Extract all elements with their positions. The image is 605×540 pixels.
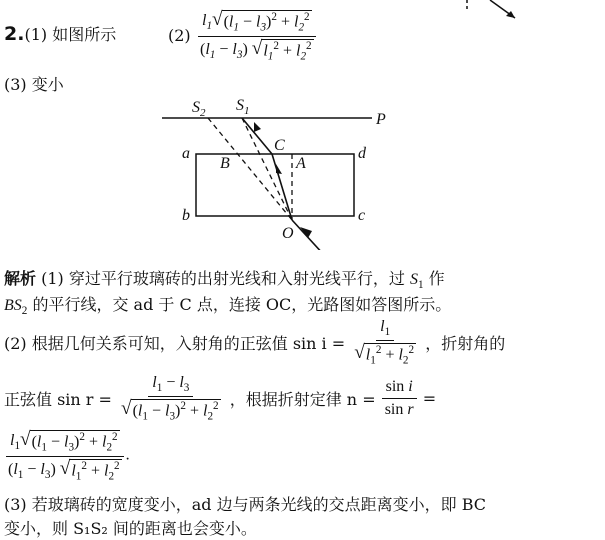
label-d: d (358, 145, 366, 162)
optics-diagram (150, 90, 410, 250)
analysis-text-2: 的平行线，交 ad 于 C 点，连接 OC，光路图如答图所示。 (32, 295, 452, 314)
emergent-ray (242, 118, 272, 154)
answer-line-1 (4, 22, 116, 45)
analysis-line-3 (4, 318, 505, 367)
arrow-emergent (254, 122, 261, 132)
label-p: P (376, 111, 386, 128)
analysis-line-7: 变小，则 S₁S₂ 间的距离也会变小。 (4, 519, 257, 538)
answer-part-2-label: (2) (168, 26, 191, 45)
analysis-line-4 (4, 374, 436, 423)
answer-part-3: (3) 变小 (4, 75, 64, 94)
label-c-corner: c (358, 207, 366, 224)
answer-part-1: (1) 如图所示 (24, 25, 117, 44)
label-c: C (274, 137, 285, 154)
label-a-point: A (296, 155, 306, 172)
analysis-text-3a: (2) 根据几何关系可知，入射角的正弦值 sin i = (4, 333, 346, 353)
arrow-refracted (276, 164, 282, 174)
analysis-text-4c: = (422, 388, 437, 408)
snell-fraction: $\frac{\text{sin i}}{\text{sin r}}$ (381, 378, 418, 419)
analysis-text-3b: ，折射角的 (425, 333, 506, 353)
answer-part-2-fraction: $l_1$ √ $(l_1 - l_3)^2 + l_2^2$ $(l_1 - l_3)$ √ $l_1^2 + l_2^2$ (196, 10, 318, 62)
label-s2: $S_2$ (192, 99, 206, 119)
label-a: a (182, 145, 190, 162)
analysis-text-1b: 作 (428, 269, 445, 288)
analysis-line-2: $BS_2$ 的平行线，交 ad 于 C 点，连接 OC，光路图如答图所示。 (4, 295, 452, 318)
analysis-text-4b: ，根据折射定律 n = (229, 389, 376, 409)
sin-i-fraction: $l_1$ √ $l_1^2 + l_2^2$ (354, 318, 415, 367)
analysis-text-4a: 正弦值 sin r = (4, 389, 112, 409)
question-number: 2. (4, 23, 25, 45)
label-b-point: B (220, 155, 230, 172)
analysis-text-1a: (1) 穿过平行玻璃砖的出射光线和入射光线平行，过 (41, 269, 405, 288)
label-o: O (282, 225, 294, 242)
analysis-line-6: (3) 若玻璃砖的宽度变小，ad 边与两条光线的交点距离变小，即 BC (4, 495, 487, 514)
label-s1: $S_1$ (236, 97, 250, 117)
refracted-ray (272, 154, 292, 220)
label-b: b (182, 207, 190, 224)
result-fraction: $l_1$ √ $(l_1 - l_3)^2 + l_2^2$ $(l_1 - l_3)$ √ $l_1^2 + l_2^2$ . (8, 429, 130, 483)
analysis-line-1: 解析 (1) 穿过平行玻璃砖的出射光线和入射光线平行，过 $S_1$ 作 (4, 269, 445, 292)
sin-r-fraction: $l_1 - l_3$ √ $(l_1 - l_3)^2 + l_2^2$ (121, 374, 219, 423)
analysis-heading: 解析 (4, 269, 37, 288)
